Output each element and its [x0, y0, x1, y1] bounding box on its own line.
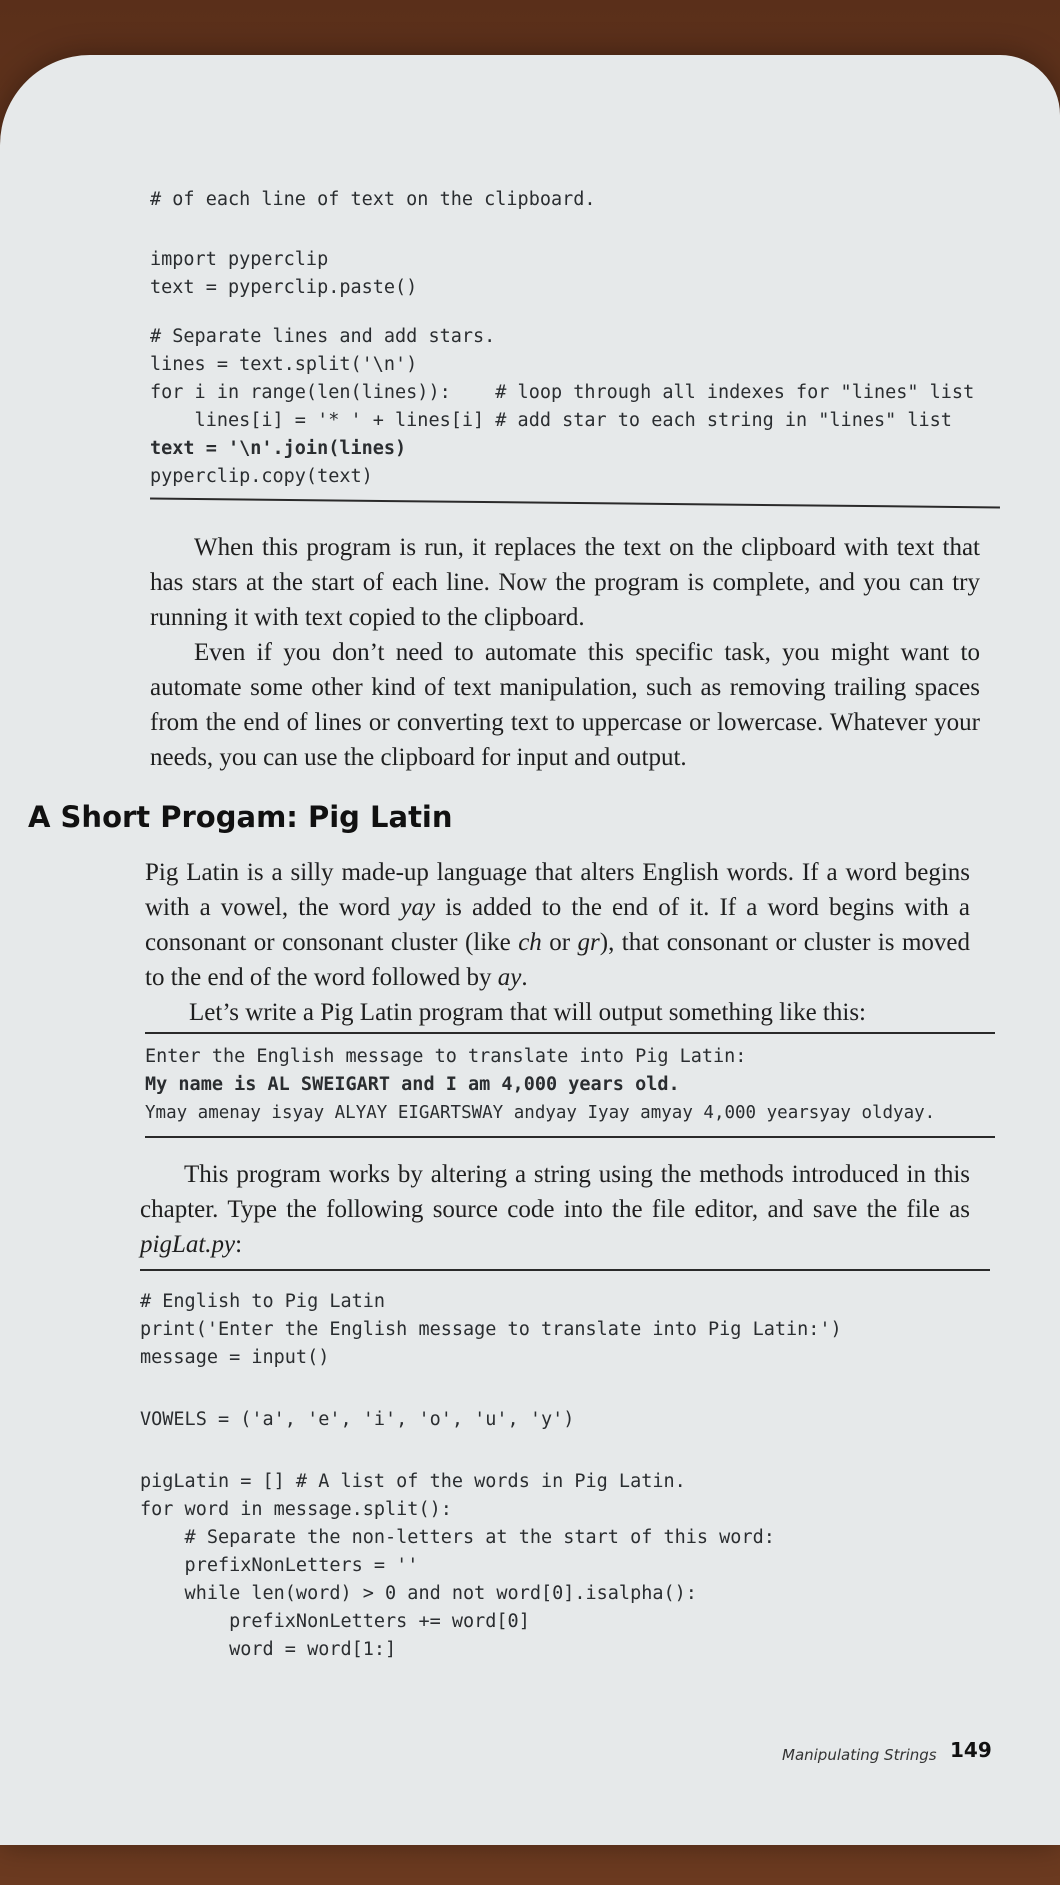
text-run: or	[541, 929, 578, 956]
text-run: :	[235, 1231, 243, 1258]
code-line: message = input()	[140, 1347, 330, 1368]
code-line: VOWELS = ('a', 'e', 'i', 'o', 'u', 'y')	[140, 1409, 575, 1430]
output-prompt: Enter the English message to translate into Pig Latin:	[145, 1046, 747, 1067]
text-run: Pig Latin is a silly made-up language that alters English words. If a word begins with a vowel, the word	[145, 859, 970, 921]
code-line: while len(word) > 0 and not word[0].isalpha():	[140, 1583, 697, 1604]
paragraph: When this program is run, it replaces the text on the clipboard with text that has stars at the start of each line. Now the program is complete, and you can try running it with text copied to the clipboard.	[150, 534, 980, 631]
code-line: pigLatin = [] # A list of the words in Pig Latin.	[140, 1471, 686, 1492]
paragraph	[145, 855, 970, 995]
code-line: lines[i] = '* ' + lines[i] # add star to each string in "lines" list	[150, 410, 952, 431]
paragraph: Let’s write a Pig Latin program that will output something like this:	[189, 999, 866, 1026]
italic-term: ay	[497, 964, 522, 991]
code-line: print('Enter the English message to translate into Pig Latin:')	[140, 1319, 842, 1340]
body-text	[150, 530, 980, 775]
code-line: text = pyperclip.paste()	[150, 277, 418, 298]
text-run: ), that consonant or cluster is moved to the end of the word followed by	[145, 929, 970, 991]
body-text	[140, 1157, 970, 1262]
section-rule	[145, 1136, 995, 1138]
paragraph: Even if you don’t need to automate this specific task, you might want to automate some other kind of text manipulation, such as removing trailing spaces from the end of lines or converting text to uppercase or lowercase. Whatever your needs, you can use the clipboard for input and output.	[150, 639, 980, 771]
text-run: is added to the end of it. If a word begins with a consonant or consonant cluster (like	[145, 894, 971, 956]
code-line: import pyperclip	[150, 249, 329, 270]
page-number: 149	[950, 1738, 992, 1762]
section-rule	[140, 1269, 990, 1271]
code-line: text = '\n'.join(lines)	[150, 438, 407, 459]
italic-filename: pigLat.py	[140, 1231, 236, 1258]
output-input: My name is AL SWEIGART and I am 4,000 years old.	[145, 1074, 680, 1095]
code-line: for i in range(len(lines)): # loop through all indexes for "lines" list	[150, 382, 975, 403]
code-line: lines = text.split('\n')	[150, 354, 418, 375]
output-result: Ymay amenay isyay ALYAY EIGARTSWAY andyay Iyay amyay 4,000 yearsyay oldyay.	[145, 1103, 936, 1123]
code-line: word = word[1:]	[140, 1639, 397, 1660]
text-run: .	[521, 964, 528, 991]
body-text	[145, 855, 970, 1030]
italic-term: ch	[518, 929, 542, 956]
code-line: prefixNonLetters += word[0]	[140, 1611, 530, 1632]
code-line: prefixNonLetters = ''	[140, 1555, 419, 1576]
code-line: pyperclip.copy(text)	[150, 466, 373, 487]
code-line: # Separate lines and add stars.	[150, 326, 496, 347]
code-line: for word in message.split():	[140, 1499, 452, 1520]
code-line: # of each line of text on the clipboard.	[150, 189, 596, 210]
section-heading: A Short Progam: Pig Latin	[28, 800, 453, 834]
text-run: This program works by altering a string using the methods introduced in this chapter. Type the following source code into the file editor, and save the file as	[140, 1161, 970, 1223]
section-rule	[145, 1032, 995, 1034]
code-line: # English to Pig Latin	[140, 1291, 386, 1312]
paragraph	[140, 1157, 970, 1262]
italic-term: gr	[577, 929, 600, 956]
italic-term: yay	[400, 894, 436, 921]
code-line: # Separate the non-letters at the start of this word:	[140, 1527, 775, 1548]
running-footer-title: Manipulating Strings	[782, 1746, 937, 1764]
